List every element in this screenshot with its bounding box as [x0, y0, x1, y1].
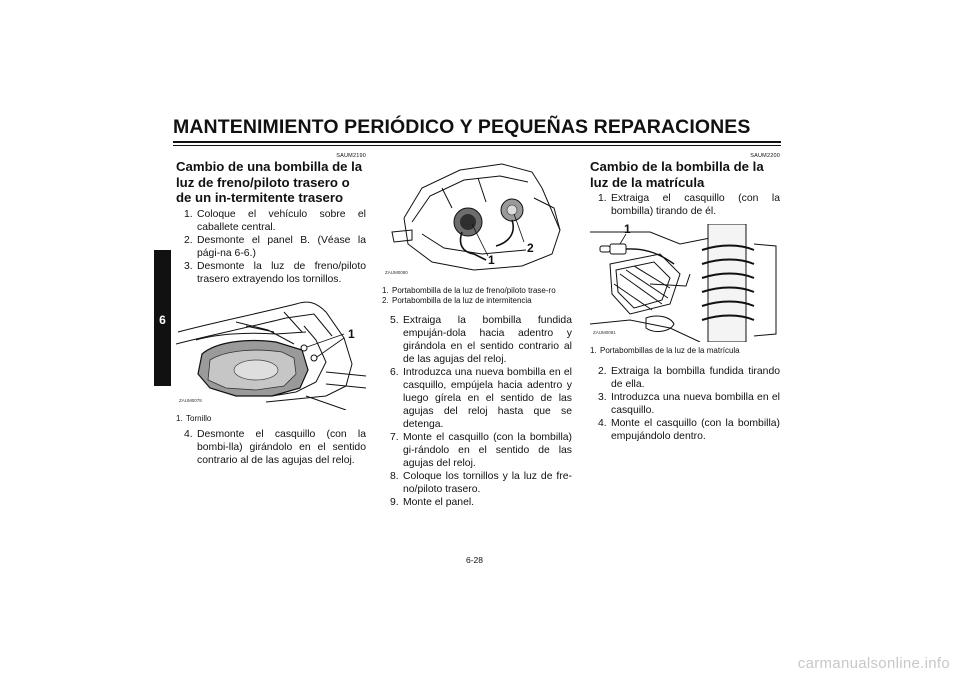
step-item: [176, 428, 366, 467]
caption-text: Portabombilla de la luz de freno/piloto trase-ro: [392, 286, 556, 295]
step-item: [382, 314, 572, 366]
chapter-tab: 6: [154, 250, 171, 386]
step-number: 2.: [184, 234, 193, 246]
section-code: SAUM2190: [336, 153, 366, 159]
figure-code: ZAUM0080: [385, 270, 408, 275]
step-text: Coloque el vehículo sobre el caballete central.: [197, 208, 366, 233]
step-item: [382, 431, 572, 470]
bulb-holders-drawing: [382, 158, 572, 282]
step-text: Extraiga la bombilla fundida empuján-dola hacia adentro y girándola en el sentido contrario al de las agujas del reloj.: [403, 315, 572, 365]
callout-1: 1: [488, 253, 495, 267]
step-text: Monte el panel.: [403, 497, 475, 508]
step-item: [590, 192, 780, 218]
step-item: [590, 417, 780, 443]
step-text: Desmonte la luz de freno/piloto trasero extrayendo los tornillos.: [197, 260, 366, 285]
caption-number: 1.: [382, 286, 389, 295]
step-text: Extraiga el casquillo (con la bombilla) tirando de él.: [611, 193, 780, 217]
step-item: [176, 260, 366, 286]
column-3: [590, 150, 780, 443]
step-text: Introduzca una nueva bombilla en el casquillo, empújela hacia adentro y luego gírela en el sentido de las agujas del reloj hasta que se detenga.: [403, 367, 572, 430]
column-1: [176, 150, 366, 467]
step-item: [382, 470, 572, 496]
callout-1: 1: [624, 224, 631, 236]
caption-item: [176, 414, 366, 424]
step-item: [176, 208, 366, 234]
caption-number: 1.: [176, 413, 183, 423]
caption-item: [590, 346, 780, 356]
callout-1: 1: [348, 326, 355, 341]
caption-item: [382, 286, 572, 296]
page-number: 6-28: [466, 555, 484, 565]
step-number: 6.: [390, 367, 399, 378]
step-number: 1.: [598, 193, 607, 204]
step-number: 2.: [598, 365, 607, 377]
watermark: carmanualsonline.info: [797, 655, 950, 672]
step-number: 9.: [390, 497, 399, 508]
caption-number: 1.: [590, 346, 597, 355]
step-text: Monte el casquillo (con la bombilla) empujándolo dentro.: [611, 417, 780, 442]
section-heading: Cambio de una bombilla de la luz de freno/piloto trasero o de un in-termitente trasero: [176, 159, 363, 205]
step-item: [590, 365, 780, 391]
taillight-drawing: [176, 292, 366, 410]
step-number: 4.: [184, 429, 193, 440]
callout-2: 2: [527, 241, 534, 255]
page-title: MANTENIMIENTO PERIÓDICO Y PEQUEÑAS REPARACIONES: [173, 116, 751, 138]
column-2: [382, 158, 572, 509]
license-light-illustration: [590, 224, 780, 342]
step-item: [382, 496, 572, 509]
page-header: [173, 116, 781, 146]
step-number: 7.: [390, 432, 399, 443]
step-number: 5.: [390, 315, 399, 326]
step-number: 4.: [598, 417, 607, 429]
step-text: Introduzca una nueva bombilla en el casquillo.: [611, 391, 780, 416]
step-number: 8.: [390, 471, 399, 482]
step-text: Coloque los tornillos y la luz de fre-no/piloto trasero.: [403, 471, 572, 495]
steps-list: [176, 208, 366, 286]
caption-text: Portabombilla de la luz de intermitencia: [392, 295, 532, 305]
step-item: [176, 234, 366, 260]
bulb-holders-illustration: [382, 158, 572, 282]
steps-list: [590, 192, 780, 218]
steps-list: [590, 365, 780, 443]
figure-code: ZAUM0078: [179, 397, 202, 403]
figure-code: ZAUM0081: [593, 330, 616, 335]
step-text: Monte el casquillo (con la bombilla) gi-rándolo en el sentido de las agujas del reloj.: [403, 432, 572, 469]
steps-list: [382, 314, 572, 509]
caption-text: Portabombillas de la luz de la matrícula: [600, 346, 740, 355]
step-number: 1.: [184, 208, 193, 220]
step-text: Extraiga la bombilla fundida tirando de ella.: [611, 365, 780, 390]
step-number: 3.: [184, 260, 193, 272]
section-heading: Cambio de la bombilla de la luz de la matrícula: [590, 159, 764, 190]
caption-item: [382, 296, 572, 306]
figure-caption: [382, 286, 572, 305]
license-light-drawing: [590, 224, 780, 342]
caption-number: 2.: [382, 295, 389, 305]
step-item: [590, 391, 780, 417]
steps-list: [176, 428, 366, 467]
step-text: Desmonte el panel B. (Véase la pági-na 6-6.): [197, 234, 366, 259]
step-item: [382, 366, 572, 431]
figure-caption: [176, 414, 366, 424]
step-number: 3.: [598, 391, 607, 403]
header-rule: [173, 141, 781, 146]
step-text: Desmonte el casquillo (con la bombi-lla) girándolo en el sentido contrario al de las agujas del reloj.: [197, 429, 366, 466]
figure-caption: [590, 346, 780, 356]
taillight-screws-illustration: [176, 292, 366, 410]
caption-text: Tornillo: [186, 413, 212, 423]
section-code: SAUM2200: [750, 153, 780, 159]
